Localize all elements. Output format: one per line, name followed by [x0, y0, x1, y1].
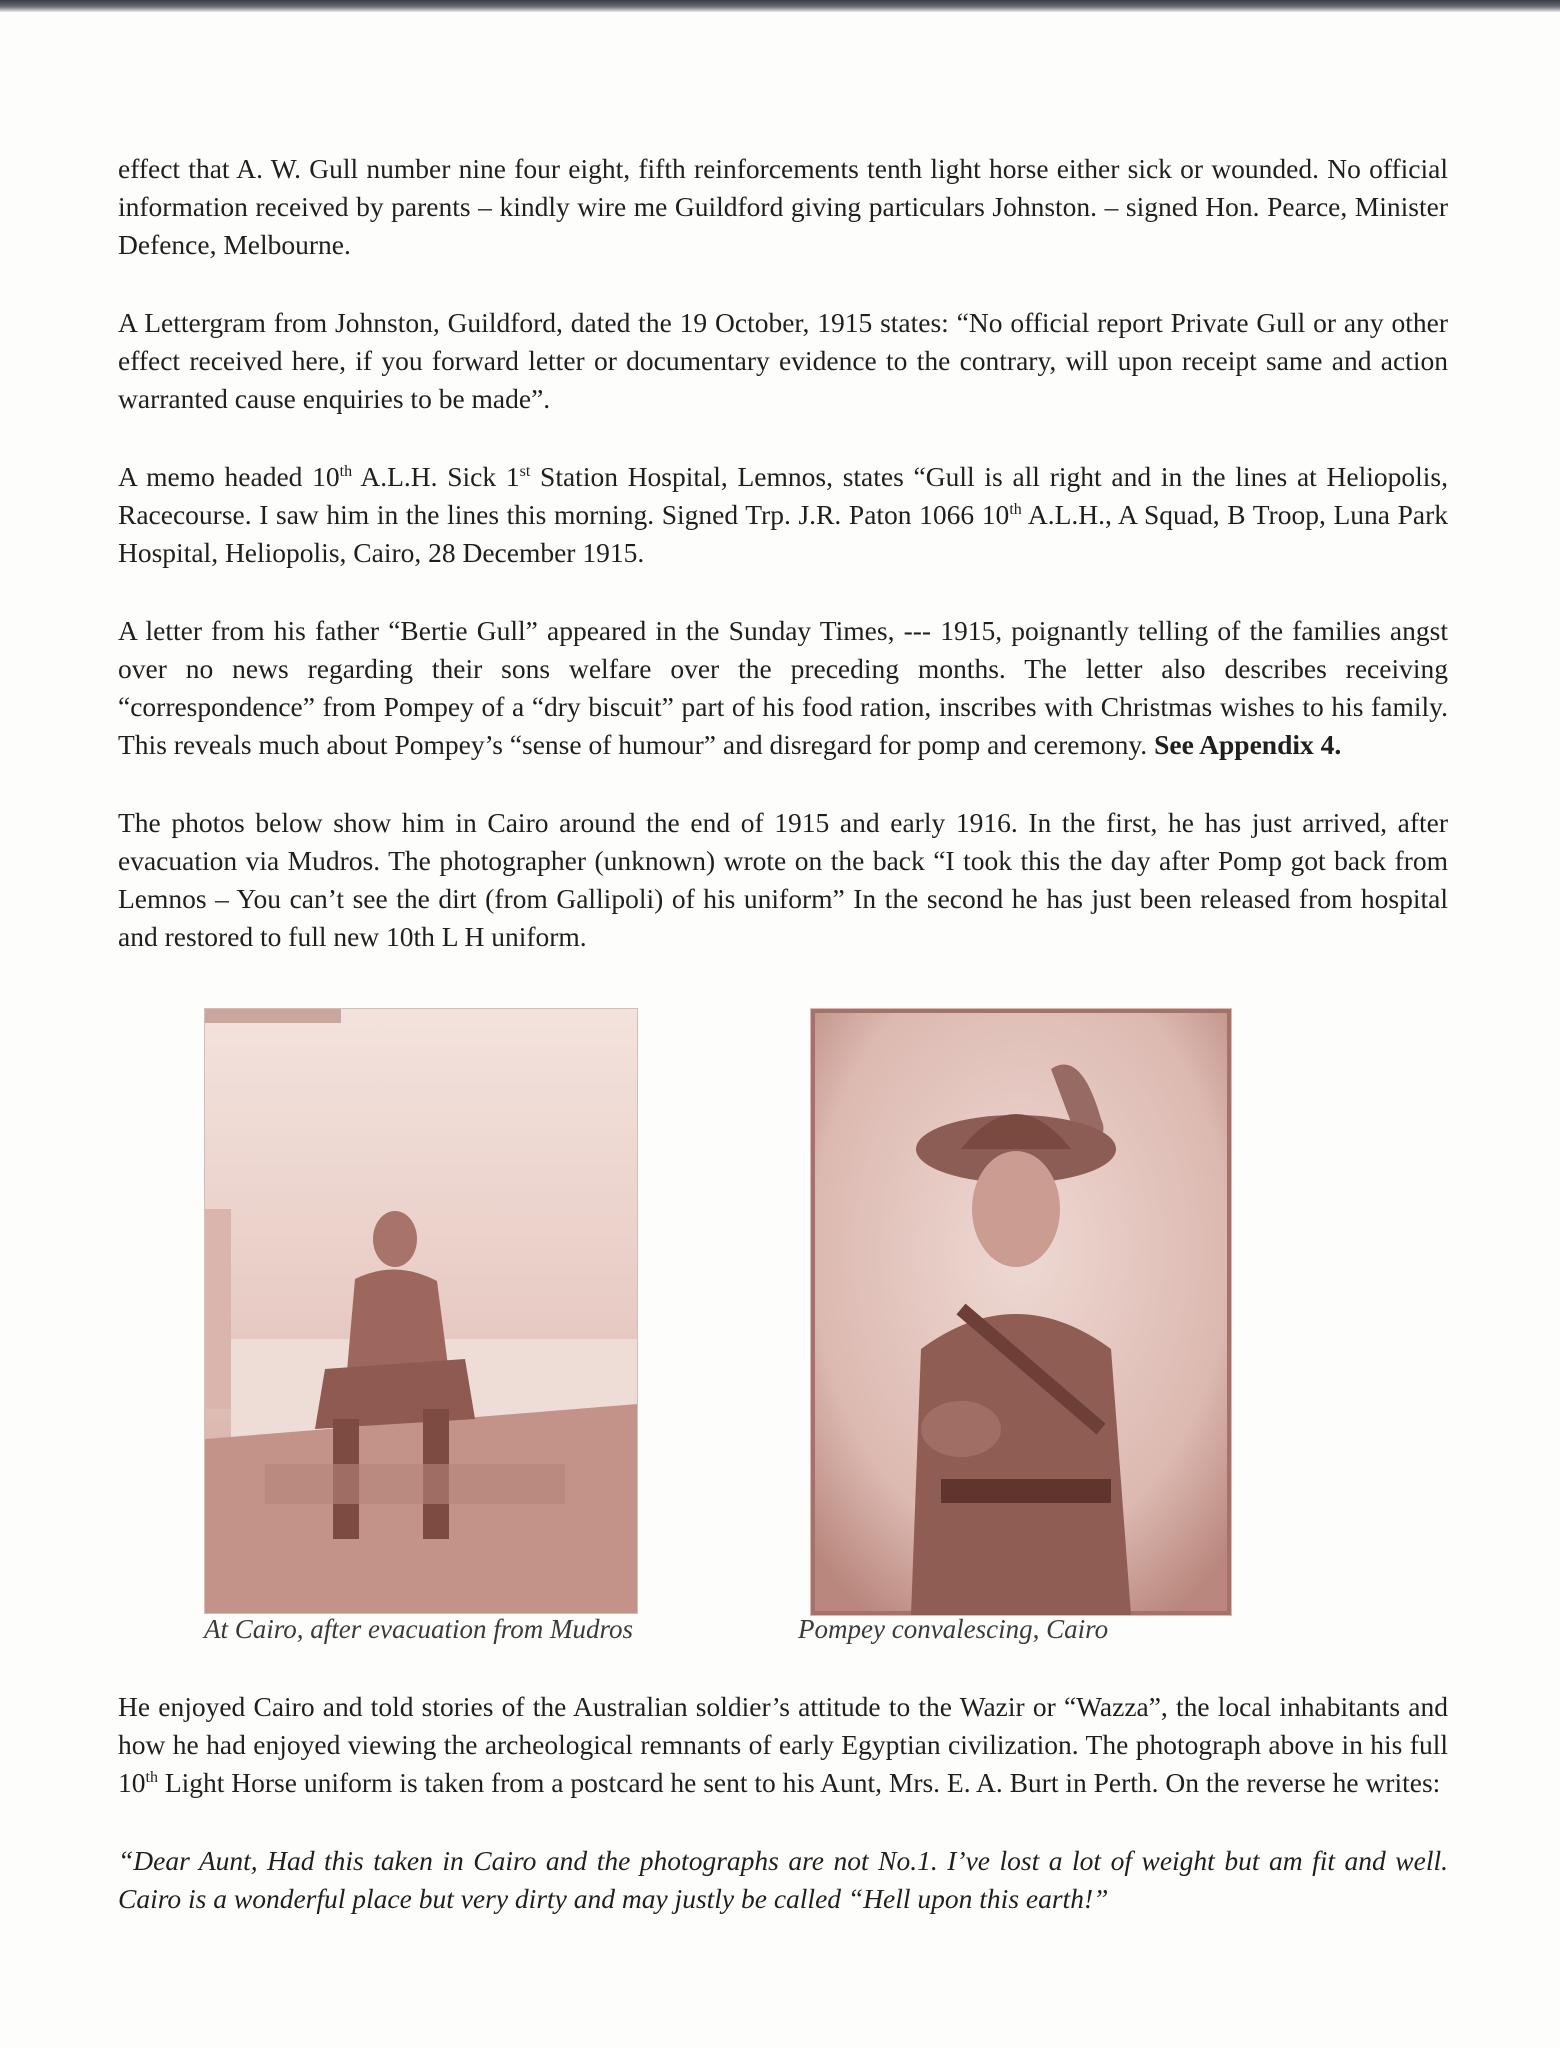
- photo-row: [118, 1008, 1448, 1648]
- paragraph-photos-intro: The photos below show him in Cairo around the end of 1915 and early 1916. In the first, he has just arrived, after evacuation via Mudros. The photographer (unknown) wrote on the back “I took this the day after Pomp got back from Lemnos – You can’t see the dirt (from Gallipoli) of his uniform” In the second he has just been released from hospital and restored to full new 10th L H uniform.: [118, 807, 1448, 952]
- scan-edge: [0, 0, 1560, 12]
- document-page: [118, 150, 1448, 996]
- photo-seated-soldier: [204, 1008, 638, 1614]
- paragraph-father-letter: A letter from his father “Bertie Gull” appeared in the Sunday Times, --- 1915, poignantly telling of the families angst over no news regarding their sons welfare over the preceding months. The letter also describes receiving “correspondence” from Pompey of a “dry biscuit” part of his food ration, inscribes with Christmas wishes to his family. This reveals much about Pompey’s “sense of humour” and disregard for pomp and ceremony. See Appendix 4.: [118, 615, 1448, 760]
- photo-caption-2: Pompey convalescing, Cairo: [798, 1614, 1109, 1644]
- paragraph-memo: A memo headed 10th A.L.H. Sick 1st Station Hospital, Lemnos, states “Gull is all right and in the lines at Heliopolis, Racecourse. I saw him in the lines this morning. Signed Trp. J.R. Paton 1066 10th A.L.H., A Squad, B Troop, Luna Park Hospital, Heliopolis, Cairo, 28 December 1915.: [118, 461, 1449, 568]
- paragraph-telegram: effect that A. W. Gull number nine four eight, fifth reinforcements tenth light horse either sick or wounded. No official information received by parents – kindly wire me Guildford giving particulars Johnston. – signed Hon. Pearce, Minister Defence, Melbourne.: [118, 153, 1448, 260]
- lower-text: [118, 1688, 1448, 1918]
- quoted-letter: [118, 1842, 1448, 1918]
- paragraph-cairo: He enjoyed Cairo and told stories of the Australian soldier’s attitude to the Wazir or “Wazza”, the local inhabitants and how he had enjoyed viewing the archeological remnants of early Egyptian civilization. The photograph above in his full 10th Light Horse uniform is taken from a postcard he sent to his Aunt, Mrs. E. A. Burt in Perth. On the reverse he writes:: [118, 1691, 1448, 1798]
- photo-caption-1: At Cairo, after evacuation from Mudros: [204, 1614, 633, 1644]
- paragraph-lettergram: A Lettergram from Johnston, Guildford, dated the 19 October, 1915 states: “No official report Private Gull or any other effect received here, if you forward letter or documentary evidence to the contrary, will upon receipt same and action warranted cause enquiries to be made”.: [118, 307, 1448, 414]
- photo-portrait-soldier: [810, 1008, 1232, 1616]
- letter-text: “Dear Aunt, Had this taken in Cairo and the photographs are not No.1. I’ve lost a lot of weight but am fit and well. Cairo is a wonderful place but very dirty and may justly be called “Hell upon this earth!”: [118, 1845, 1448, 1914]
- appendix-reference: See Appendix 4.: [1154, 729, 1342, 760]
